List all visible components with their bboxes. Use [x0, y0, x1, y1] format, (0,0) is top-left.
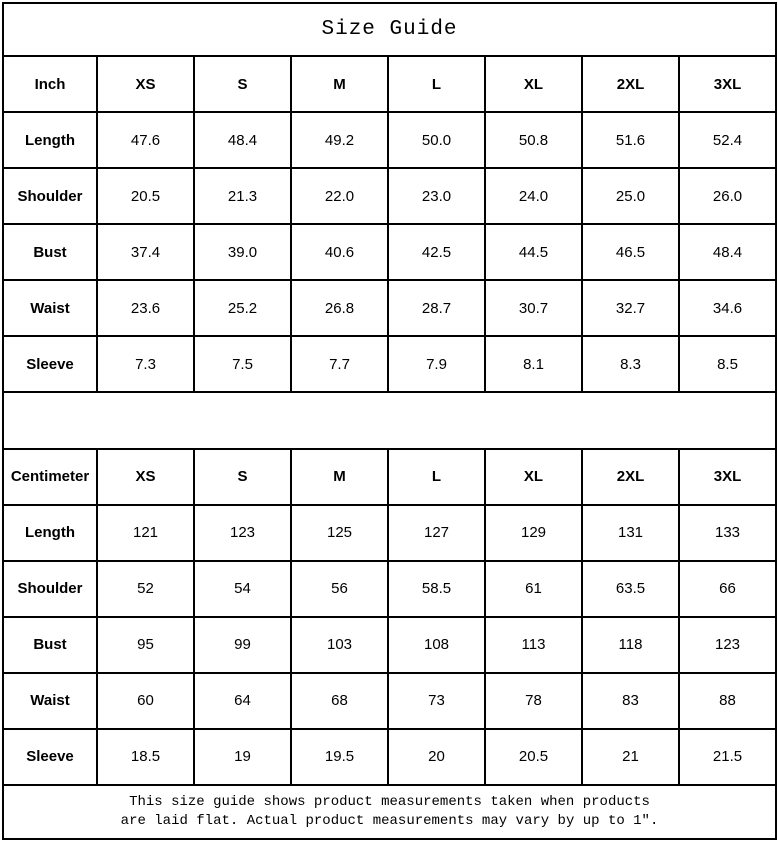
cm-value-cell: 66	[679, 561, 776, 617]
cm-value-cell: 125	[291, 505, 388, 561]
inch-value-cell: 8.3	[582, 336, 679, 392]
footer-row	[3, 785, 776, 839]
cm-size-header-s: S	[194, 449, 291, 505]
cm-size-header-xl: XL	[485, 449, 582, 505]
cm-value-cell: 61	[485, 561, 582, 617]
cm-value-cell: 19.5	[291, 729, 388, 785]
cm-value-cell: 78	[485, 673, 582, 729]
cm-value-cell: 64	[194, 673, 291, 729]
inch-value-cell: 37.4	[97, 224, 194, 280]
inch-value-cell: 48.4	[679, 224, 776, 280]
inch-unit-label: Inch	[3, 56, 97, 112]
cm-value-cell: 99	[194, 617, 291, 673]
cm-value-cell: 58.5	[388, 561, 485, 617]
inch-value-cell: 30.7	[485, 280, 582, 336]
inch-size-header-3xl: 3XL	[679, 56, 776, 112]
cm-value-cell: 113	[485, 617, 582, 673]
cm-value-cell: 95	[97, 617, 194, 673]
inch-row-label-waist: Waist	[3, 280, 97, 336]
cm-value-cell: 56	[291, 561, 388, 617]
cm-value-cell: 73	[388, 673, 485, 729]
footer-note	[3, 785, 776, 839]
inch-table-body	[3, 56, 776, 392]
cm-value-cell: 133	[679, 505, 776, 561]
inch-row-label-shoulder: Shoulder	[3, 168, 97, 224]
cm-row-sleeve	[3, 729, 776, 785]
cm-row-bust	[3, 617, 776, 673]
cm-value-cell: 129	[485, 505, 582, 561]
cm-value-cell: 21	[582, 729, 679, 785]
cm-row-label-bust: Bust	[3, 617, 97, 673]
inch-size-header-m: M	[291, 56, 388, 112]
cm-value-cell: 18.5	[97, 729, 194, 785]
cm-value-cell: 127	[388, 505, 485, 561]
footer-note-line-1: This size guide shows product measurements taken when products	[129, 793, 650, 810]
footer-note-line-2: are laid flat. Actual product measurements may vary by up to 1″.	[120, 812, 659, 829]
inch-value-cell: 44.5	[485, 224, 582, 280]
inch-value-cell: 48.4	[194, 112, 291, 168]
inch-value-cell: 49.2	[291, 112, 388, 168]
inch-size-header-xs: XS	[97, 56, 194, 112]
cm-row-label-waist: Waist	[3, 673, 97, 729]
cm-value-cell: 83	[582, 673, 679, 729]
inch-value-cell: 50.0	[388, 112, 485, 168]
page-title: Size Guide	[3, 3, 776, 56]
inch-value-cell: 42.5	[388, 224, 485, 280]
inch-value-cell: 52.4	[679, 112, 776, 168]
cm-row-shoulder	[3, 561, 776, 617]
inch-value-cell: 26.0	[679, 168, 776, 224]
cm-value-cell: 118	[582, 617, 679, 673]
cm-size-header-m: M	[291, 449, 388, 505]
cm-size-header-3xl: 3XL	[679, 449, 776, 505]
inch-value-cell: 20.5	[97, 168, 194, 224]
inch-value-cell: 28.7	[388, 280, 485, 336]
size-guide-table	[2, 2, 777, 840]
cm-row-length	[3, 505, 776, 561]
inch-value-cell: 23.0	[388, 168, 485, 224]
inch-size-header-s: S	[194, 56, 291, 112]
cm-size-header-l: L	[388, 449, 485, 505]
inch-row-waist	[3, 280, 776, 336]
cm-size-header-xs: XS	[97, 449, 194, 505]
cm-value-cell: 52	[97, 561, 194, 617]
inch-size-header-l: L	[388, 56, 485, 112]
cm-value-cell: 63.5	[582, 561, 679, 617]
centimeter-table-body	[3, 449, 776, 785]
inch-row-label-sleeve: Sleeve	[3, 336, 97, 392]
cm-row-label-length: Length	[3, 505, 97, 561]
cm-unit-label: Centimeter	[3, 449, 97, 505]
cm-value-cell: 54	[194, 561, 291, 617]
inch-value-cell: 25.0	[582, 168, 679, 224]
cm-value-cell: 20.5	[485, 729, 582, 785]
inch-value-cell: 25.2	[194, 280, 291, 336]
cm-value-cell: 108	[388, 617, 485, 673]
inch-value-cell: 23.6	[97, 280, 194, 336]
inch-row-label-bust: Bust	[3, 224, 97, 280]
cm-value-cell: 121	[97, 505, 194, 561]
cm-value-cell: 88	[679, 673, 776, 729]
cm-row-waist	[3, 673, 776, 729]
inch-header-row	[3, 56, 776, 112]
inch-value-cell: 7.9	[388, 336, 485, 392]
inch-value-cell: 7.3	[97, 336, 194, 392]
cm-value-cell: 21.5	[679, 729, 776, 785]
inch-value-cell: 32.7	[582, 280, 679, 336]
cm-value-cell: 123	[679, 617, 776, 673]
cm-value-cell: 68	[291, 673, 388, 729]
inch-row-length	[3, 112, 776, 168]
spacer-row	[3, 392, 776, 448]
inch-size-header-2xl: 2XL	[582, 56, 679, 112]
inch-value-cell: 21.3	[194, 168, 291, 224]
inch-value-cell: 8.1	[485, 336, 582, 392]
cm-value-cell: 60	[97, 673, 194, 729]
inch-row-label-length: Length	[3, 112, 97, 168]
inch-value-cell: 7.5	[194, 336, 291, 392]
inch-value-cell: 7.7	[291, 336, 388, 392]
inch-value-cell: 34.6	[679, 280, 776, 336]
inch-value-cell: 51.6	[582, 112, 679, 168]
cm-value-cell: 131	[582, 505, 679, 561]
inch-row-shoulder	[3, 168, 776, 224]
inch-value-cell: 24.0	[485, 168, 582, 224]
inch-value-cell: 8.5	[679, 336, 776, 392]
inch-value-cell: 46.5	[582, 224, 679, 280]
cm-header-row	[3, 449, 776, 505]
inch-value-cell: 26.8	[291, 280, 388, 336]
inch-row-sleeve	[3, 336, 776, 392]
cm-row-label-shoulder: Shoulder	[3, 561, 97, 617]
inch-size-header-xl: XL	[485, 56, 582, 112]
inch-value-cell: 50.8	[485, 112, 582, 168]
inch-value-cell: 39.0	[194, 224, 291, 280]
inch-value-cell: 22.0	[291, 168, 388, 224]
spacer-cell	[3, 392, 776, 448]
cm-value-cell: 123	[194, 505, 291, 561]
cm-value-cell: 20	[388, 729, 485, 785]
inch-value-cell: 47.6	[97, 112, 194, 168]
cm-value-cell: 19	[194, 729, 291, 785]
inch-row-bust	[3, 224, 776, 280]
cm-size-header-2xl: 2XL	[582, 449, 679, 505]
cm-row-label-sleeve: Sleeve	[3, 729, 97, 785]
inch-value-cell: 40.6	[291, 224, 388, 280]
cm-value-cell: 103	[291, 617, 388, 673]
title-row	[3, 3, 776, 56]
